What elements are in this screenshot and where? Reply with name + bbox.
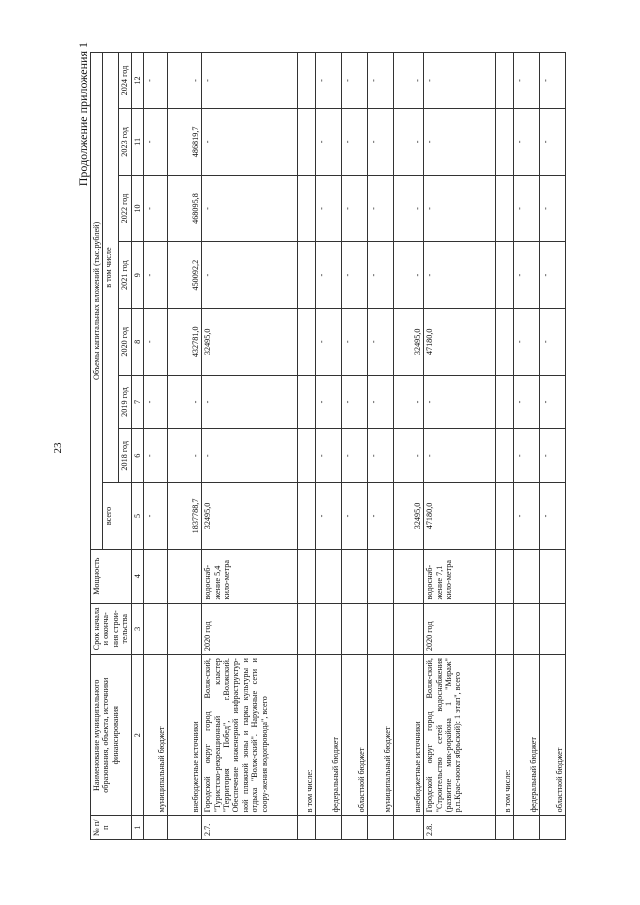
cell-y2024: - [316, 53, 342, 109]
header-2019: 2019 год [119, 375, 131, 429]
cell-num: 2.7. [202, 816, 298, 840]
cell-y2022: - [424, 175, 496, 242]
cell-y2020: 32495,0 [394, 308, 424, 375]
cell-y2022: - [342, 175, 368, 242]
cell-y2021: - [144, 242, 168, 309]
cell-y2022: - [368, 175, 394, 242]
col-number: 6 [131, 429, 143, 483]
cell-y2023: 486819,7 [168, 109, 202, 176]
cell-y2019 [298, 375, 316, 429]
cell-y2024: - [424, 53, 496, 109]
cell-num [540, 816, 566, 840]
col-number: 2 [131, 655, 143, 816]
cell-y2020: 432781,0 [168, 308, 202, 375]
cell-y2018 [298, 429, 316, 483]
cell-y2022: - [540, 175, 566, 242]
cell-y2018: - [394, 429, 424, 483]
cell-name: в том числе: [496, 655, 514, 816]
table-row [202, 53, 298, 840]
cell-total: 47180,0 [424, 483, 496, 550]
cell-y2018: - [368, 429, 394, 483]
cell-y2023: - [424, 109, 496, 176]
cell-term: 2020 год [424, 603, 496, 655]
cell-num: 2.8. [424, 816, 496, 840]
cell-power [394, 549, 424, 603]
cell-y2022: - [514, 175, 540, 242]
cell-y2019: - [394, 375, 424, 429]
cell-y2021: - [394, 242, 424, 309]
table-row [496, 53, 514, 840]
col-number: 12 [131, 53, 143, 109]
header-name: Наименование муниципального образования, объекта, источники финансирования [91, 655, 132, 816]
cell-y2019: - [424, 375, 496, 429]
column-number-row [131, 53, 143, 840]
cell-y2024 [496, 53, 514, 109]
cell-y2019: - [342, 375, 368, 429]
cell-y2024: - [514, 53, 540, 109]
table-row [168, 53, 202, 840]
col-number: 1 [131, 816, 143, 840]
cell-y2019: - [168, 375, 202, 429]
header-term: Срок начала и оконча-ния строи-тельства [91, 603, 132, 655]
table-row [342, 53, 368, 840]
header-2022: 2022 год [119, 175, 131, 242]
cell-num [298, 816, 316, 840]
cell-num [496, 816, 514, 840]
page-number: 23 [52, 442, 64, 454]
cell-y2024: - [168, 53, 202, 109]
cell-y2020: - [342, 308, 368, 375]
cell-y2021: - [514, 242, 540, 309]
cell-y2022 [496, 175, 514, 242]
cell-term [316, 603, 342, 655]
cell-name: муниципальный бюджет [368, 655, 394, 816]
cell-power [496, 549, 514, 603]
cell-y2018: - [316, 429, 342, 483]
cell-y2020 [496, 308, 514, 375]
cell-y2023: - [394, 109, 424, 176]
cell-y2023: - [316, 109, 342, 176]
cell-power [144, 549, 168, 603]
header-2023: 2023 год [119, 109, 131, 176]
cell-y2023: - [368, 109, 394, 176]
cell-y2023: - [540, 109, 566, 176]
cell-num [144, 816, 168, 840]
cell-y2021 [298, 242, 316, 309]
table-row [424, 53, 496, 840]
cell-name: Городской округ город Волж-ский, "Строительство сетей водоснабжения (развитие мик-рорайона 1 "Мираж" р.п.Крас-ноокт ябрьский): 1 этап", всего [424, 655, 496, 816]
cell-total: - [316, 483, 342, 550]
header-row-1 [91, 53, 103, 840]
table-row [540, 53, 566, 840]
cell-total: - [144, 483, 168, 550]
cell-y2023: - [202, 109, 298, 176]
cell-term: 2020 год [202, 603, 298, 655]
cell-name: в том числе: [298, 655, 316, 816]
cell-y2019: - [144, 375, 168, 429]
cell-y2024 [298, 53, 316, 109]
continuation-label: Продолжение приложения 1 [76, 42, 90, 187]
cell-y2020: - [316, 308, 342, 375]
cell-num [394, 816, 424, 840]
cell-y2019: - [316, 375, 342, 429]
col-number: 11 [131, 109, 143, 176]
cell-y2019: - [514, 375, 540, 429]
table-row [514, 53, 540, 840]
cell-power [342, 549, 368, 603]
cell-y2020: - [514, 308, 540, 375]
header-total: всего [103, 483, 131, 550]
cell-y2020: 32495,0 [202, 308, 298, 375]
cell-power [540, 549, 566, 603]
cell-total: 32495,0 [394, 483, 424, 550]
cell-y2022: 468095,8 [168, 175, 202, 242]
rotated-page [72, 42, 632, 840]
cell-y2023 [496, 109, 514, 176]
cell-name: областной бюджет [540, 655, 566, 816]
cell-name: муниципальный бюджет [144, 655, 168, 816]
cell-y2023: - [342, 109, 368, 176]
cell-y2024: - [202, 53, 298, 109]
cell-num [368, 816, 394, 840]
cell-y2024: - [540, 53, 566, 109]
col-number: 4 [131, 549, 143, 603]
cell-y2022: - [202, 175, 298, 242]
cell-total: - [540, 483, 566, 550]
cell-y2019: - [368, 375, 394, 429]
cell-y2021: - [202, 242, 298, 309]
table-row [144, 53, 168, 840]
cell-power [514, 549, 540, 603]
cell-num [316, 816, 342, 840]
cell-y2021: - [368, 242, 394, 309]
cell-power [368, 549, 394, 603]
cell-name: федеральный бюджет [316, 655, 342, 816]
table-body [144, 53, 566, 840]
cell-total: - [368, 483, 394, 550]
header-num: № п/п [91, 816, 132, 840]
cell-power [168, 549, 202, 603]
header-power: Мощность [91, 549, 132, 603]
col-number: 10 [131, 175, 143, 242]
cell-y2018: - [342, 429, 368, 483]
cell-y2018: - [168, 429, 202, 483]
table-row [394, 53, 424, 840]
cell-power [316, 549, 342, 603]
cell-power [298, 549, 316, 603]
cell-y2020: - [368, 308, 394, 375]
cell-total: - [342, 483, 368, 550]
header-2020: 2020 год [119, 308, 131, 375]
cell-term [168, 603, 202, 655]
col-number: 5 [131, 483, 143, 550]
cell-y2018: - [540, 429, 566, 483]
cell-num [514, 816, 540, 840]
cell-y2019: - [202, 375, 298, 429]
cell-y2022 [298, 175, 316, 242]
cell-y2022: - [394, 175, 424, 242]
cell-y2021: 450092,2 [168, 242, 202, 309]
cell-y2018: - [144, 429, 168, 483]
cell-term [144, 603, 168, 655]
cell-y2020: - [144, 308, 168, 375]
cell-y2021 [496, 242, 514, 309]
col-number: 9 [131, 242, 143, 309]
header-2024: 2024 год [119, 53, 131, 109]
table-row [316, 53, 342, 840]
cell-term [298, 603, 316, 655]
cell-y2021: - [424, 242, 496, 309]
cell-name: Городской округ город Волж-ский, "Туристско-рекреационный кластер "Территория Побед", г.Волжский. Обеспечение инженерной инфраструктур-ной пляжной зоны и парка культуры и отдыха "Волж-ский". Наружные сети и соору-жения водопровода", всего [202, 655, 298, 816]
cell-y2023: - [144, 109, 168, 176]
cell-y2021: - [316, 242, 342, 309]
cell-total: 1837788,7 [168, 483, 202, 550]
cell-num [168, 816, 202, 840]
cell-term [496, 603, 514, 655]
header-2018: 2018 год [119, 429, 131, 483]
cell-y2018: - [424, 429, 496, 483]
cell-y2020 [298, 308, 316, 375]
cell-term [394, 603, 424, 655]
cell-total [298, 483, 316, 550]
cell-y2022: - [316, 175, 342, 242]
cell-y2024: - [368, 53, 394, 109]
cell-total [496, 483, 514, 550]
capital-investment-table [90, 52, 566, 840]
cell-term [342, 603, 368, 655]
table-row [368, 53, 394, 840]
header-incl: в том числе [103, 53, 119, 483]
col-number: 3 [131, 603, 143, 655]
table-row [298, 53, 316, 840]
cell-power: водоснаб-жение 7,1 кило-метра [424, 549, 496, 603]
cell-y2021: - [342, 242, 368, 309]
cell-term [540, 603, 566, 655]
cell-num [342, 816, 368, 840]
cell-term [368, 603, 394, 655]
cell-total: - [514, 483, 540, 550]
cell-y2024: - [394, 53, 424, 109]
cell-name: внебюджетные источники [168, 655, 202, 816]
cell-y2020: - [540, 308, 566, 375]
cell-name: федеральный бюджет [514, 655, 540, 816]
cell-total: 32495,0 [202, 483, 298, 550]
col-number: 7 [131, 375, 143, 429]
cell-y2019 [496, 375, 514, 429]
cell-y2022: - [144, 175, 168, 242]
cell-y2024: - [342, 53, 368, 109]
cell-name: областной бюджет [342, 655, 368, 816]
cell-y2018: - [202, 429, 298, 483]
col-number: 8 [131, 308, 143, 375]
cell-power: водоснаб-жение 5,4 кило-метра [202, 549, 298, 603]
cell-y2019: - [540, 375, 566, 429]
cell-y2023: - [514, 109, 540, 176]
header-2021: 2021 год [119, 242, 131, 309]
header-volume: Объемы капитальных вложений (тыс.рублей) [91, 53, 103, 550]
cell-name: внебюджетные источники [394, 655, 424, 816]
cell-y2018 [496, 429, 514, 483]
cell-y2024: - [144, 53, 168, 109]
cell-y2021: - [540, 242, 566, 309]
cell-y2023 [298, 109, 316, 176]
cell-y2020: 47180,0 [424, 308, 496, 375]
cell-y2018: - [514, 429, 540, 483]
cell-term [514, 603, 540, 655]
